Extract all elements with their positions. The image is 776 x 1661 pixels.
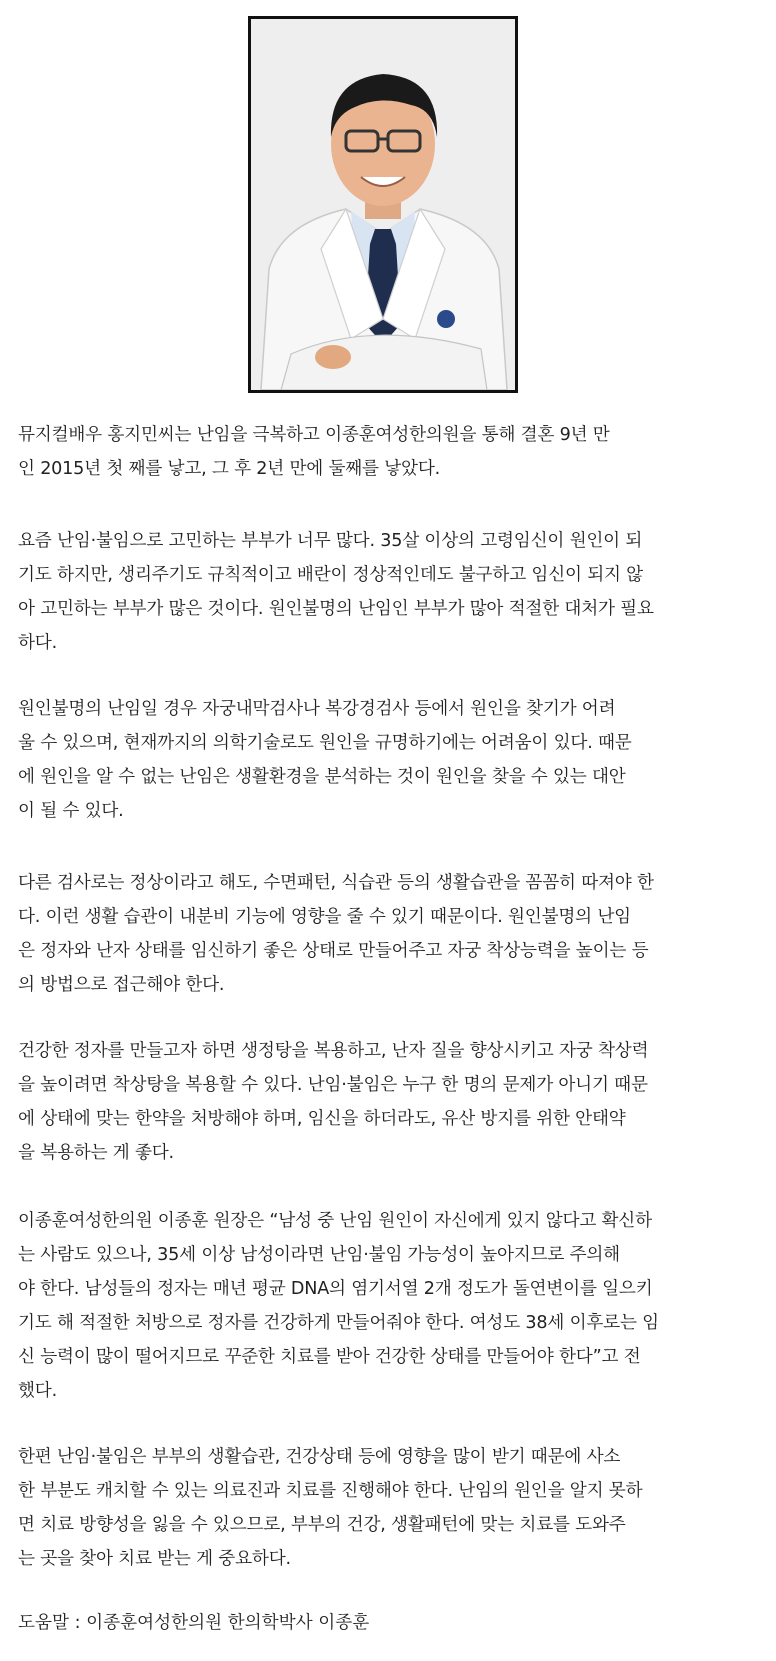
text-line: 는 사람도 있으나, 35세 이상 남성이라면 난임·불임 가능성이 높아지므로 주의해 bbox=[18, 1245, 620, 1265]
text-line: 에 상태에 맞는 한약을 처방해야 하며, 임신을 하더라도, 유산 방지를 위한 안태약 bbox=[18, 1109, 626, 1129]
article-paragraph-3 bbox=[18, 692, 770, 828]
article-body bbox=[18, 418, 770, 1640]
article-paragraph-5 bbox=[18, 1034, 770, 1170]
text-line: 을 높이려면 착상탕을 복용할 수 있다. 난임·불임은 누구 한 명의 문제가 아니기 때문 bbox=[18, 1075, 648, 1095]
text-line: 인 2015년 첫 째를 낳고, 그 후 2년 만에 둘째를 낳았다. bbox=[18, 459, 441, 479]
text-line: 이종훈여성한의원 이종훈 원장은 “남성 중 난임 원인이 자신에게 있지 않다고 확신하 bbox=[18, 1211, 652, 1231]
text-line: 의 방법으로 접근해야 한다. bbox=[18, 975, 225, 995]
text-line: 하다. bbox=[18, 633, 57, 653]
article-paragraph-4 bbox=[18, 866, 770, 1002]
text-line: 건강한 정자를 만들고자 하면 생정탕을 복용하고, 난자 질을 향상시키고 자궁 착상력 bbox=[18, 1041, 649, 1061]
text-line: 은 정자와 난자 상태를 임신하기 좋은 상태로 만들어주고 자궁 착상능력을 높이는 등 bbox=[18, 941, 649, 961]
text-line: 요즘 난임·불임으로 고민하는 부부가 너무 많다. 35살 이상의 고령임신이 원인이 되 bbox=[18, 531, 643, 551]
text-line: 는 곳을 찾아 치료 받는 게 중요하다. bbox=[18, 1549, 291, 1569]
text-line: 했다. bbox=[18, 1381, 57, 1401]
text-line: 기도 해 적절한 처방으로 정자를 건강하게 만들어줘야 한다. 여성도 38세 이후로는 임 bbox=[18, 1313, 659, 1333]
doctor-photo bbox=[248, 16, 518, 393]
text-line: 이 될 수 있다. bbox=[18, 801, 124, 821]
text-line: 다른 검사로는 정상이라고 해도, 수면패턴, 식습관 등의 생활습관을 꼼꼼히 따져야 한 bbox=[18, 873, 654, 893]
text-line: 기도 하지만, 생리주기도 규칙적이고 배란이 정상적인데도 불구하고 임신이 되지 않 bbox=[18, 565, 643, 585]
text-line: 울 수 있으며, 현재까지의 의학기술로도 원인을 규명하기에는 어려움이 있다. 때문 bbox=[18, 733, 632, 753]
text-line: 원인불명의 난임일 경우 자궁내막검사나 복강경검사 등에서 원인을 찾기가 어려 bbox=[18, 699, 616, 719]
text-line: 한 부분도 캐치할 수 있는 의료진과 치료를 진행해야 한다. 난임의 원인을 알지 못하 bbox=[18, 1481, 643, 1501]
text-line: 뮤지컬배우 홍지민씨는 난임을 극복하고 이종훈여성한의원을 통해 결혼 9년 만 bbox=[18, 425, 610, 445]
text-line: 을 복용하는 게 좋다. bbox=[18, 1143, 174, 1163]
article-credit: 도움말 : 이종훈여성한의원 한의학박사 이종훈 bbox=[18, 1613, 370, 1633]
text-line: 다. 이런 생활 습관이 내분비 기능에 영향을 줄 수 있기 때문이다. 원인불명의 난임 bbox=[18, 907, 631, 927]
text-line: 야 한다. 남성들의 정자는 매년 평균 DNA의 염기서열 2개 정도가 돌연변이를 일으키 bbox=[18, 1279, 653, 1299]
text-line: 한편 난임·불임은 부부의 생활습관, 건강상태 등에 영향을 많이 받기 때문에 사소 bbox=[18, 1447, 621, 1467]
article-paragraph-6 bbox=[18, 1204, 770, 1408]
article-paragraph-2 bbox=[18, 524, 770, 660]
text-line: 신 능력이 많이 떨어지므로 꾸준한 치료를 받아 건강한 상태를 만들어야 한다”고 전 bbox=[18, 1347, 641, 1367]
text-line: 면 치료 방향성을 잃을 수 있으므로, 부부의 건강, 생활패턴에 맞는 치료를 도와주 bbox=[18, 1515, 626, 1535]
article-paragraph-7 bbox=[18, 1440, 770, 1576]
doctor-portrait-icon bbox=[251, 19, 515, 390]
article-paragraph-1 bbox=[18, 418, 770, 486]
text-line: 아 고민하는 부부가 많은 것이다. 원인불명의 난임인 부부가 많아 적절한 대처가 필요 bbox=[18, 599, 654, 619]
text-line: 에 원인을 알 수 없는 난임은 생활환경을 분석하는 것이 원인을 찾을 수 있는 대안 bbox=[18, 767, 626, 787]
